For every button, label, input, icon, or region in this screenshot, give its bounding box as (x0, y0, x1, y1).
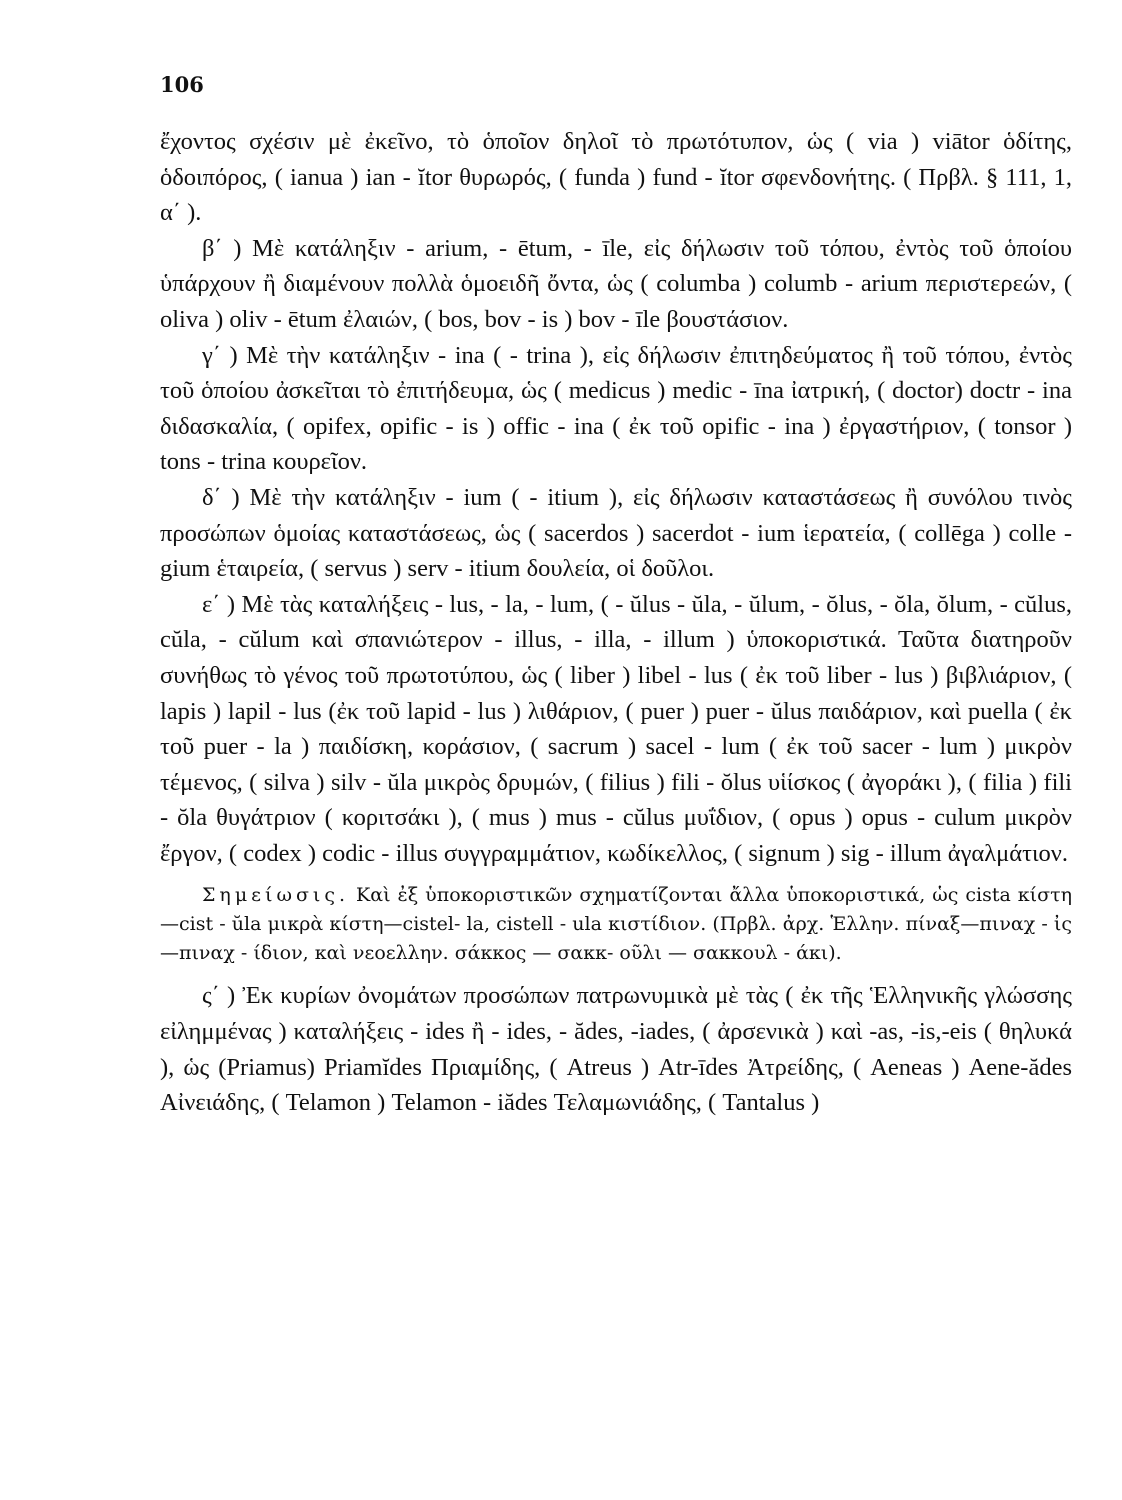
note (160, 881, 1072, 968)
paragraph-beta: β΄ ) Μὲ κατάληξιν - arium, - ētum, - īle, εἰς δήλωσιν τοῦ τόπου, ἐντὸς τοῦ ὁποίου ὑπάρχουν ἢ διαμένουν πολλὰ ὁμοειδῆ ὄντα, ὡς ( columba ) columb - arium περιστερεών, ( oliva ) oliv - ētum ἐλαιών, ( bos, bov - is ) bov - īle βουστάσιον. (160, 234, 1072, 333)
note-text: Καὶ ἐξ ὑποκοριστικῶν σχηματίζονται ἄλλα ὑποκοριστικά, ὡς cista κίστη—cist - ŭla μικρὰ κίστη—cistel- la, cistell - ula κιστίδιον. (Πρβλ. ἀρχ. Ἑλλην. πίναξ—πιναχ - ἰς—πιναχ - ίδιον, καὶ νεοελλην. σάκκος — σακκ- οῦλι — σακκουλ - άκι). (160, 884, 1072, 965)
page-number: 106 (160, 72, 204, 97)
paragraph-epsilon: ε΄ ) Μὲ τὰς καταλήξεις - lus, - la, - lum, ( - ŭlus - ŭla, - ŭlum, - ŏlus, - ŏla, ŏlum, - cŭlus, cŭla, - cŭlum καὶ σπανιώτερον - illus, - illa, - illum ) ὑποκοριστικά. Ταῦτα διατηροῦν συνήθως τὸ γένος τοῦ πρωτοτύπου, ὡς ( liber ) libel - lus ( ἐκ τοῦ liber - lus ) βιβλιάριον, ( lapis ) lapil - lus (ἐκ τοῦ lapid - lus ) λιθάριον, ( puer ) puer - ŭlus παιδάριον, καὶ puella ( ἐκ τοῦ puer - la ) παιδίσκη, κοράσιον, ( sacrum ) sacel - lum ( ἐκ τοῦ sacer - lum ) μικρὸν τέμενος, ( silva ) silv - ŭla μικρὸς δρυμών, ( filius ) fili - ŏlus υἱίσκος ( ἀγοράκι ), ( filia ) fili - ŏla θυγάτριον ( κοριτσάκι ), ( mus ) mus - cŭlus μυΐδιον, ( opus ) opus - culum μικρὸν ἔργον, ( codex ) codic - illus συγγραμμάτιον, κωδίκελλος, ( signum ) sig - illum ἀγαλμάτιον. (160, 590, 1072, 867)
paragraph-stigma: ς΄ ) Ἐκ κυρίων ὀνομάτων προσώπων πατρωνυμικὰ μὲ τὰς ( ἐκ τῆς Ἑλληνικῆς γλώσσης εἰλημμένας ) καταλήξεις - ides ἢ - ides, - ădes, -iades, ( ἀρσενικὰ ) καὶ -as, -is,-eis ( θηλυκά ), ὡς (Priamus) Priamĭdes Πριαμίδης, ( Atreus ) Atr-īdes Ἀτρείδης, ( Aeneas ) Aene-ădes Αἰνειάδης, ( Telamon ) Telamon - iădes Τελαμωνιάδης, ( Tantalus ) (160, 982, 1072, 1117)
paragraph-continuation: ἔχοντος σχέσιν μὲ ἐκεῖνο, τὸ ὁποῖον δηλοῖ τὸ πρωτότυπον, ὡς ( via ) viātor ὁδίτης, ὁδοιπόρος, ( ianua ) ian - ĭtor θυρωρός, ( funda ) fund - ĭtor σφενδονήτης. ( Πρβλ. § 111, 1, α΄ ). (160, 128, 1072, 227)
note-label: Σημείωσις. (202, 884, 350, 907)
paragraph-delta: δ΄ ) Μὲ τὴν κατάληξιν - ium ( - itium ), εἰς δήλωσιν καταστάσεως ἢ συνόλου τινὸς προσώπων ὁμοίας καταστάσεως, ὡς ( sacerdos ) sacerdot - ium ἱερατεία, ( collēga ) colle - gium ἑταιρεία, ( servus ) serv - itium δουλεία, οἱ δοῦλοι. (160, 483, 1072, 583)
paragraph-gamma: γ΄ ) Μὲ τὴν κατάληξιν - ina ( - trina ), εἰς δήλωσιν ἐπιτηδεύματος ἢ τοῦ τόπου, ἐντὸς τοῦ ὁποίου ἀσκεῖται τὸ ἐπιτήδευμα, ὡς ( medicus ) medic - īna ἰατρική, ( doctor) doctr - ina διδασκαλία, ( opifex, opific - is ) offic - ina ( ἐκ τοῦ opific - ina ) ἐργαστήριον, ( tonsor ) tons - trina κουρεῖον. (160, 341, 1072, 476)
body-text (160, 124, 1072, 1121)
